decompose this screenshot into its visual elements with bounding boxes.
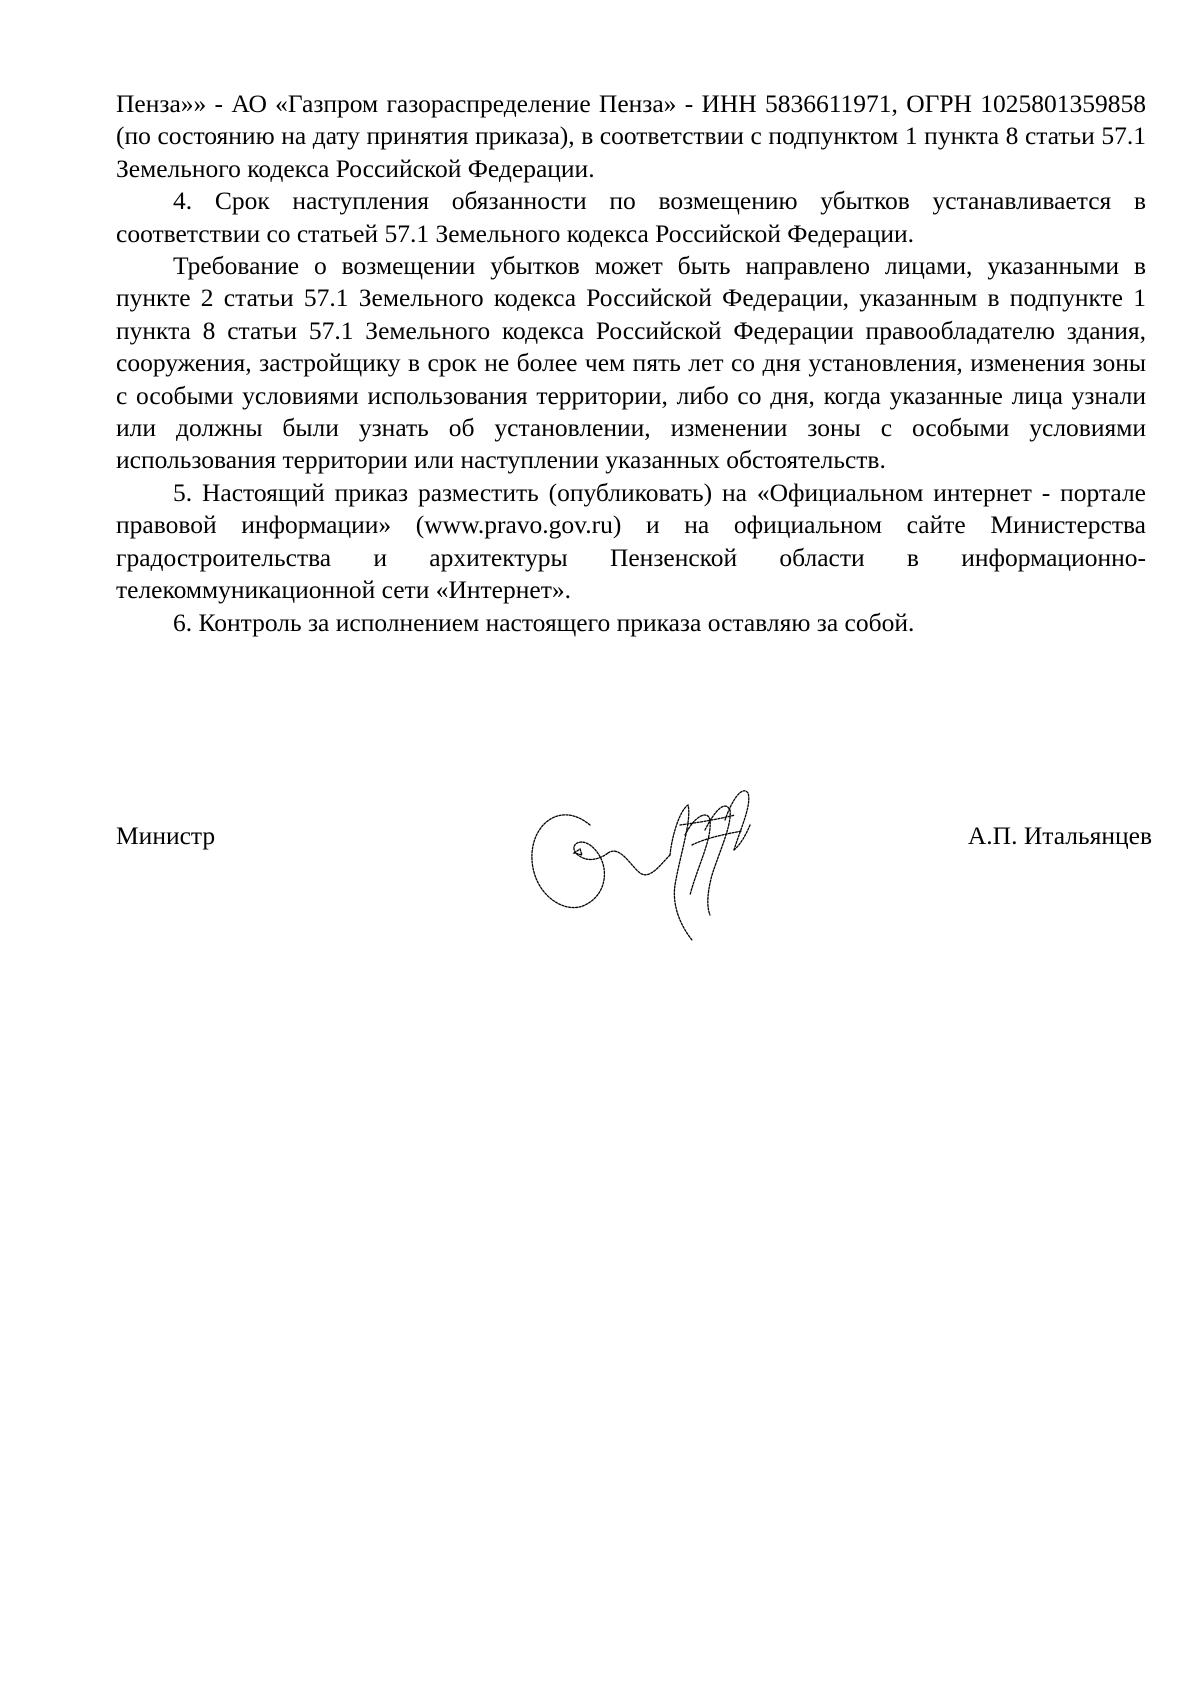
paragraph-damages-requirement: Требование о возмещении убытков может быть направлено лицами, указанными в пункте 2 статьи 57.1 Земельного кодекса Российской Федерации, указанным в подпункте 1 пункта 8 статьи 57.1 Земельного кодекса Российской Федерации правообладателю здания, сооружения, застройщику в срок не более чем пять лет со дня установления, изменения зоны с особыми условиями использования территории, либо со дня, когда указанные лица узнали или должны были узнать об установлении, изменении зоны с особыми условиями использования территории или наступлении указанных обстоятельств. (116, 251, 1146, 475)
signature-block (0, 765, 1200, 965)
paragraph-item-4: 4. Срок наступления обязанности по возмещению убытков устанавливается в соответствии со статьей 57.1 Земельного кодекса Российской Федерации. (116, 186, 1146, 248)
paragraph-item-6: 6. Контроль за исполнением настоящего приказа оставляю за собой. (173, 607, 915, 637)
handwritten-signature-icon (520, 765, 820, 945)
paragraph-item-5: 5. Настоящий приказ разместить (опубликовать) на «Официальном интернет - портале правовой информации» (www.pravo.gov.ru) и на официальном сайте Министерства градостроительства и архитектуры Пензенской области в информационно-телекоммуникационной сети «Интернет». (116, 477, 1146, 605)
signatory-title: Министр (116, 821, 216, 850)
paragraph-continuation: Пенза»» - АО «Газпром газораспределение Пенза» - ИНН 5836611971, ОГРН 1025801359858 (по состоянию на дату принятия приказа), в соответствии с подпунктом 1 пункта 8 статьи 57.1 Земельного кодекса Российской Федерации. (116, 89, 1146, 183)
document-body (116, 88, 1146, 639)
signatory-name: А.П. Итальянцев (967, 821, 1152, 850)
